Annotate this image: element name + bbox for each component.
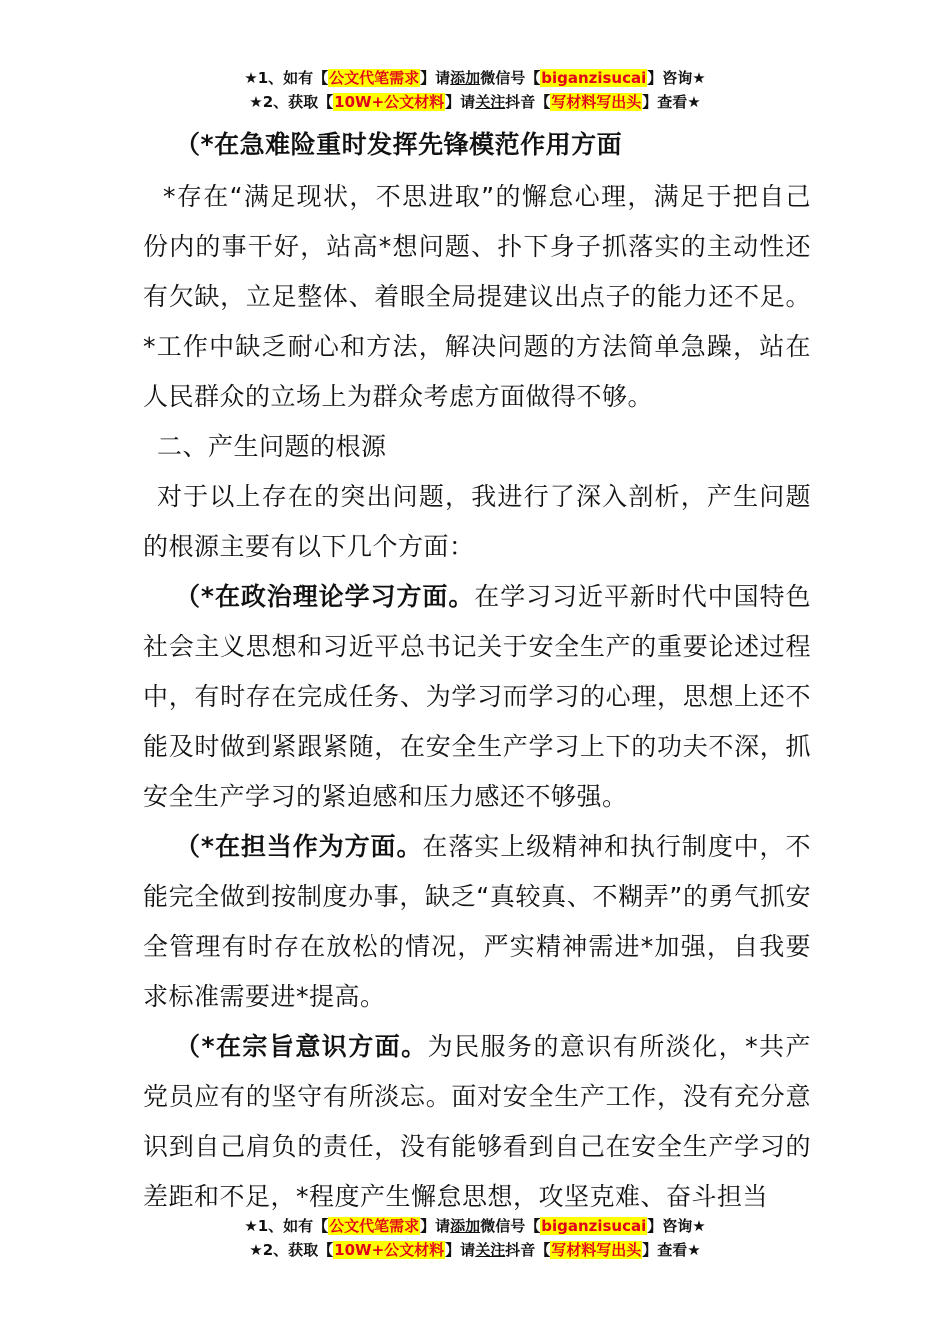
star-icon: ★	[692, 69, 706, 87]
document-body	[143, 122, 811, 1222]
highlight-service: 公文代笔需求	[329, 1217, 420, 1235]
star-icon: ★	[249, 1241, 263, 1259]
highlight-service: 公文代笔需求	[329, 69, 420, 87]
banner-line-2: ★2、获取【10W+公文材料】请关注抖音【写材料写出头】查看★	[249, 93, 701, 111]
item-body: 在落实上级精神和执行制度中，不能完全做到按制度办事，缺乏“真较真、不糊弄”的勇气抓安全管理有时存在放松的情况，严实精神需进*加强，自我要求标准需要进*提高。	[143, 832, 811, 1011]
highlight-douyin: 写材料写出头	[551, 1241, 642, 1259]
item-body: 在学习习近平新时代中国特色社会主义思想和习近平总书记关于安全生产的重要论述过程中，有时存在完成任务、为学习而学习的心理，思想上还不能及时做到紧跟紧随，在安全生产学习上下的功夫不深，抓安全生产学习的紧迫感和压力感还不够强。	[143, 582, 811, 811]
heading-emergency: （*在急难险重时发挥先锋模范作用方面	[175, 130, 623, 159]
paragraph-emergency: *存在“满足现状，不思进取”的懈怠心理，满足于把自己份内的事干好，站高*想问题、扑下身子抓落实的主动性还有欠缺，立足整体、着眼全局提建议出点子的能力还不足。*工作中缺乏耐心和方法，解决问题的方法简单急躁，站在人民群众的立场上为群众考虑方面做得不够。	[143, 182, 811, 411]
star-icon: ★	[687, 1241, 701, 1259]
banner-line-1: ★1、如有【公文代笔需求】请添加微信号【biganzisucai】咨询★	[244, 1217, 706, 1235]
item-title: （*在担当作为方面。	[175, 832, 423, 861]
star-icon: ★	[244, 1217, 258, 1235]
item-title: （*在政治理论学习方面。	[175, 582, 475, 611]
item-body: 为民服务的意识有所淡化，*共产党员应有的坚守有所淡忘。面对安全生产工作，没有充分意识到自己肩负的责任，没有能够看到自己在安全生产学习的差距和不足，*程度产生懈怠思想，攻坚克难、奋斗担当	[143, 1032, 811, 1211]
star-icon: ★	[249, 93, 263, 111]
star-icon: ★	[687, 93, 701, 111]
item-political-study	[143, 572, 811, 822]
item-purpose-awareness	[143, 1022, 811, 1222]
section-title-two: 二、产生问题的根源	[157, 432, 387, 461]
star-icon: ★	[692, 1217, 706, 1235]
highlight-materials: 10W+公文材料	[334, 1241, 445, 1259]
highlight-wechat-id: biganzisucai	[541, 69, 647, 87]
item-title: （*在宗旨意识方面。	[175, 1032, 428, 1061]
highlight-douyin: 写材料写出头	[551, 93, 642, 111]
highlight-wechat-id: biganzisucai	[541, 1217, 647, 1235]
highlight-materials: 10W+公文材料	[334, 93, 445, 111]
banner-line-2: ★2、获取【10W+公文材料】请关注抖音【写材料写出头】查看★	[249, 1241, 701, 1259]
footer-banner	[0, 1214, 950, 1262]
item-responsibility	[143, 822, 811, 1022]
star-icon: ★	[244, 69, 258, 87]
paragraph-intro: 对于以上存在的突出问题，我进行了深入剖析，产生问题的根源主要有以下几个方面：	[143, 482, 811, 561]
header-banner	[0, 66, 950, 114]
banner-line-1: ★1、如有【公文代笔需求】请添加微信号【biganzisucai】咨询★	[244, 69, 706, 87]
